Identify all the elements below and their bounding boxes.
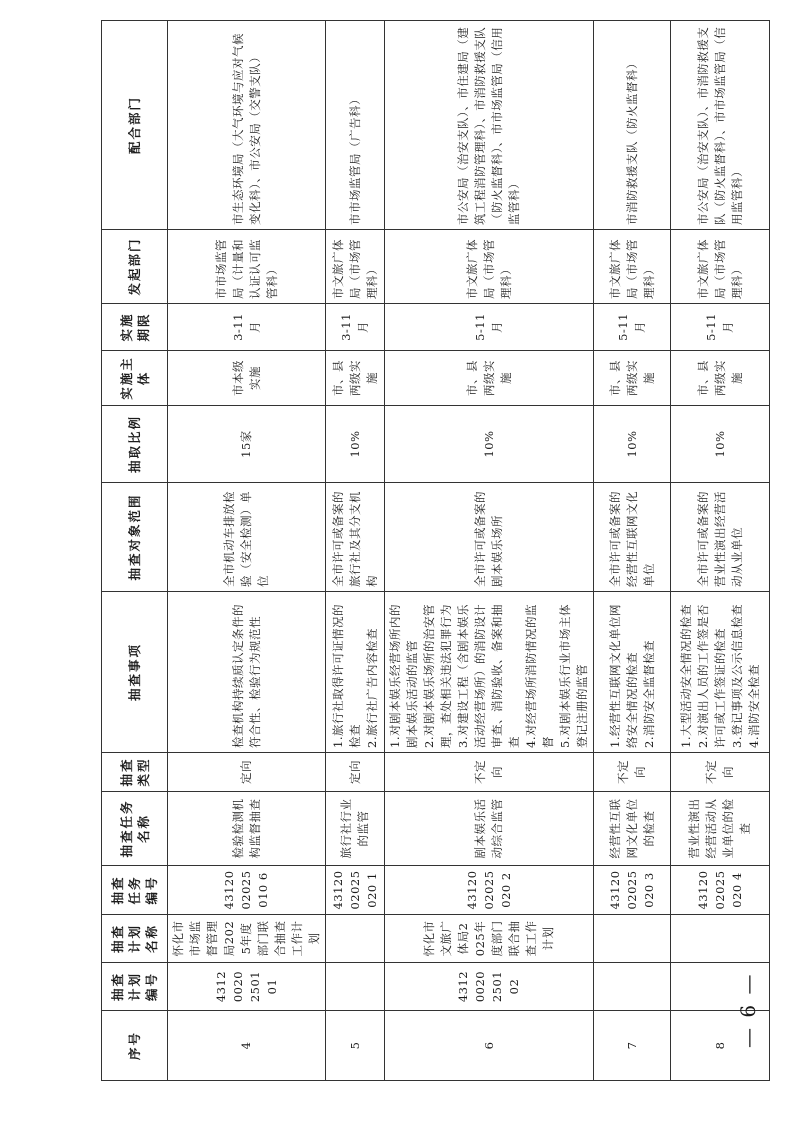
cell-plan-no <box>594 963 671 1011</box>
item-line: 检查机构持续质认定条件的符合性、检验行为规范性 <box>230 604 262 748</box>
cell-seq: 5 <box>326 1011 385 1081</box>
cell-type: 不定向 <box>385 753 594 792</box>
table-row <box>168 21 326 1081</box>
item-line: 1.大型活动安全情况的检查 <box>678 604 693 748</box>
cell-initiator: 市文旅广体局（市场管理科） <box>594 230 671 304</box>
cell-period: 3-11月 <box>168 304 326 351</box>
cell-initiator: 市文旅广体局（市场管理科） <box>385 230 594 304</box>
item-line: 2.消防安全监督检查 <box>641 640 656 748</box>
cell-subject: 市、县两级实施 <box>326 351 385 406</box>
table-row <box>385 21 594 1081</box>
cell-initiator: 市文旅广体局（市场管理科） <box>326 230 385 304</box>
cell-period: 5-11月 <box>671 304 770 351</box>
header-seq: 序号 <box>102 1011 168 1081</box>
cell-plan-name <box>671 915 770 963</box>
cell-scope: 全市机动车排放检验（安全检测）单位 <box>168 483 326 592</box>
cell-task-no: 4312002025020 3 <box>594 866 671 915</box>
cell-type: 定向 <box>168 753 326 792</box>
page-number: — 6 — <box>736 972 760 1048</box>
cell-partners: 市公安局（治安支队）、市住建局（建筑工程消防管理科）、市消防救援支队（防火监督科）、市市场监管局（信用监管科） <box>385 21 594 230</box>
cell-task-name: 旅行社行业的监管 <box>326 792 385 866</box>
cell-type: 不定向 <box>671 753 770 792</box>
cell-subject: 市、县两级实施 <box>385 351 594 406</box>
cell-plan-no: 43120020250102 <box>385 963 594 1011</box>
cell-ratio: 10% <box>594 406 671 483</box>
cell-task-no: 4312002025020 1 <box>326 866 385 915</box>
cell-period: 5-11月 <box>594 304 671 351</box>
item-line: 1.对剧本娱乐经营场所内的剧本娱乐活动的监管 <box>388 604 419 748</box>
header-type: 抽查类型 <box>102 753 168 792</box>
cell-task-name: 检验检测机构监督抽查 <box>168 792 326 866</box>
item-line: 2.旅行社广告内容检查 <box>364 628 379 748</box>
cell-ratio: 15家 <box>168 406 326 483</box>
cell-type: 不定向 <box>594 753 671 792</box>
header-plan-name: 抽查计划名称 <box>102 915 168 963</box>
header-partners: 配合部门 <box>102 21 168 230</box>
item-line: 2.对演出人员的工作签是否许可或工作签证的检查 <box>695 604 727 748</box>
cell-task-no: 4312002025020 4 <box>671 866 770 915</box>
header-row <box>102 21 168 1081</box>
header-ratio: 抽取比例 <box>102 406 168 483</box>
cell-initiator: 市市场监管局（计量和认证认可监管科） <box>168 230 326 304</box>
header-items: 抽查事项 <box>102 592 168 753</box>
cell-seq: 7 <box>594 1011 671 1081</box>
cell-ratio: 10% <box>671 406 770 483</box>
cell-scope: 全市许可或备案的营业性演出经营活动从业单位 <box>671 483 770 592</box>
cell-partners: 市消防救援支队（防火监督科） <box>594 21 671 230</box>
cell-plan-name <box>594 915 671 963</box>
item-line: 1.经营性互联网文化单位网络安全情况的检查 <box>607 604 639 748</box>
table-row <box>671 21 770 1081</box>
header-scope: 抽查对象范围 <box>102 483 168 592</box>
item-line: 2.对剧本娱乐场所的治安管理，查处相关违法犯罪行为 <box>422 604 453 748</box>
cell-seq: 6 <box>385 1011 594 1081</box>
cell-ratio: 10% <box>326 406 385 483</box>
item-line: 1.旅行社取得许可证情况的检查 <box>330 604 362 748</box>
cell-period: 3-11月 <box>326 304 385 351</box>
cell-partners: 市市场监管局（广告科） <box>326 21 385 230</box>
rotated-table-wrapper <box>101 21 761 1081</box>
cell-initiator: 市文旅广体局（市场管理科） <box>671 230 770 304</box>
cell-scope: 全市许可或备案的剧本娱乐场所 <box>385 483 594 592</box>
table-row <box>594 21 671 1081</box>
cell-seq: 4 <box>168 1011 326 1081</box>
header-plan-no: 抽查计划编号 <box>102 963 168 1011</box>
cell-ratio: 10% <box>385 406 594 483</box>
cell-subject: 市、县两级实施 <box>594 351 671 406</box>
item-line: 3.对建设工程（含剧本娱乐活动经营场所）的消防设计审查、消防验收、备案和抽查 <box>456 604 521 748</box>
header-subject: 实施主体 <box>102 351 168 406</box>
cell-task-name: 剧本娱乐活动综合监管 <box>385 792 594 866</box>
cell-period: 5-11月 <box>385 304 594 351</box>
cell-task-name: 营业性演出经营活动从业单位的检查 <box>671 792 770 866</box>
header-initiator: 发起部门 <box>102 230 168 304</box>
cell-plan-no: 43120020250101 <box>168 963 326 1011</box>
item-line: 4.对经营场所消防情况的监督 <box>524 604 555 748</box>
cell-items <box>594 592 671 753</box>
item-line: 5.对剧本娱乐行业市场主体登记注册的监管 <box>558 604 589 748</box>
cell-subject: 市、县两级实施 <box>671 351 770 406</box>
header-task-no: 抽查任务编号 <box>102 866 168 915</box>
cell-type: 定向 <box>326 753 385 792</box>
cell-items <box>168 592 326 753</box>
table-row <box>326 21 385 1081</box>
cell-seq: 8 <box>671 1011 770 1081</box>
cell-items <box>326 592 385 753</box>
cell-plan-no <box>326 963 385 1011</box>
joint-inspection-table <box>101 20 770 1081</box>
cell-scope: 全市许可或备案的旅行社及其分支机构 <box>326 483 385 592</box>
cell-subject: 市本级实施 <box>168 351 326 406</box>
header-task-name: 抽查任务名称 <box>102 792 168 866</box>
cell-task-name: 经营性互联网文化单位的检查 <box>594 792 671 866</box>
cell-plan-name <box>326 915 385 963</box>
cell-items <box>385 592 594 753</box>
item-line: 3.登记事项及公示信息检查 <box>729 604 744 748</box>
cell-partners: 市生态环境局（大气环境与应对气候变化科）、市公安局（交警支队） <box>168 21 326 230</box>
item-line: 4.消防安全检查 <box>746 664 761 748</box>
cell-task-no: 4312002025010 6 <box>168 866 326 915</box>
cell-scope: 全市许可或备案的经营性互联网文化单位 <box>594 483 671 592</box>
cell-plan-name: 怀化市文旅广体局2025年度部门联合抽查工作计划 <box>385 915 594 963</box>
cell-plan-name: 怀化市市场监督管理局2025年度部门联合抽查工作计划 <box>168 915 326 963</box>
cell-partners: 市公安局（治安支队）、市消防救援支队（防火监督科）、市市场监管局（信用监管科） <box>671 21 770 230</box>
cell-items <box>671 592 770 753</box>
header-period: 实施期限 <box>102 304 168 351</box>
cell-task-no: 4312002025020 2 <box>385 866 594 915</box>
